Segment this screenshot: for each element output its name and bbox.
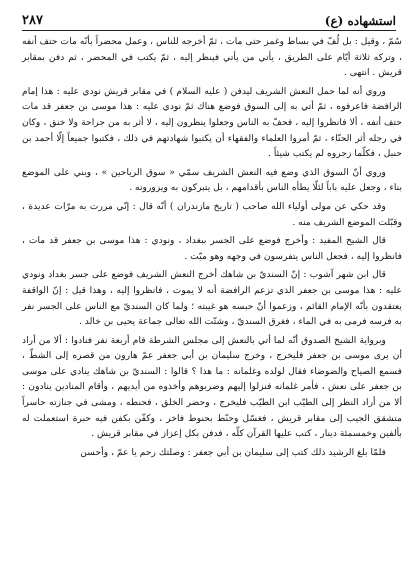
paragraph: قال ابن شهر آشوب : إنّ السنديّ بن شاهك أخرج النعش الشريف فوضع على جسر بغداد ونودي عليه : هذا موسى بن جعفر الذي تزعم الرافضة أنه لا يموت ، فانظروا إليه ، وهذا قيل : إنّ الواقفة يعتقدون بأنّه الإمام القائم ، وزعموا أنّ حبسه هو غيبته ؛ ولما كان السنديّ مع الناس على الجسر نفر به فرسه فرمى به في الماء ، فغرق السنديّ ، وشتّت الله تعالى جماعة يحيى بن خالد . bbox=[22, 269, 402, 328]
page-header bbox=[22, 6, 396, 28]
paragraph: وقد حكي عن مولى أولياء الله صاحب ( تاريخ مازندران ) أنّه قال : إنّي مررت به مرّات عديدة ، وقبّلت الموضع الشريف منه . bbox=[22, 200, 402, 228]
paragraph: سُمّ ، وقيل : بل لُفّ في بساط وغمز حتى مات ، ثمّ أخرجه للناس ، وعمل محضراً بأنّه مات حتف أنفه ، وتركه ثلاثة أيّام على الطريق ، يأتي من يأتي فينظر إليه ، ثمّ يكتب في المحضر ، ثم دفن بمقابر قريش . انتهى . bbox=[22, 36, 402, 79]
paragraph: وروي أنّ السوق الذي وضع فيه النعش الشريف سمّي « سوق الرياحين » ، وبني على الموضع بناء ، وجعل عليه باباً لئلّا يطأه الناس بأقدامهم ، بل يتبركون به ويزورونه . bbox=[22, 166, 402, 194]
paragraph: قال الشيخ المفيد : وأخرج فوضع على الجسر ببغداد ، ونودي : هذا موسى بن جعفر قد مات ، فانظروا إليه ، فجعل الناس يتفرسون في وجهه وهو ميّت . bbox=[22, 235, 402, 262]
paragraph: وبرواية الشيخ الصدوق أنّه لما أتي بالنعش إلى مجلس الشرطة قام أربعة نفر فنادوا : ألا من أراد أن يرى موسى بن جعفر فليخرج ، وخرج سليمان بن أبي جعفر عمّ هارون من قصره إلى الشطّ ، فسمع الصياح والضوضاء فقال لولده وغلمانه : ما هذا ؟ قالوا : السنديّ بن شاهك ينادي على موسى بن جعفر على نعش ، فأمر غلمانه فنزلوا إليهم وضربوهم وأخذوه من أيديهم ، وأقام المنادين ينادون : ألا من أراد النظر إلى الطيّب ابن الطيّب فليخرج ، وحضر الخلق ، فحنطه ، ومشى في جنازته حاسراً متشقق الجيب إلى مقابر قريش ، فغسّل وحنّط بحنوط فاخر ، وكفّن بكفن فيه حبرة استعملت له بألفين وخمسمئة دينار ، كتب عليها القرآن كلّه ، فدفن بكل إعزاز في مقابر قريش . bbox=[22, 334, 402, 440]
paragraph: فلمّا بلغ الرشيد ذلك كتب إلى سليمان بن أبي جعفر : وصلتك رحم يا عمّ ، وأحسن bbox=[80, 446, 386, 458]
page-number: ٢٨٧ bbox=[22, 13, 43, 28]
running-title: استشهاده (ع) bbox=[324, 14, 396, 28]
body-text bbox=[22, 34, 402, 463]
paragraph: وروي أنه لما حمل النعش الشريف ليدفن ( عليه السلام ) في مقابر قريش نودي عليه : هذا إمام الرافضة فاعرفوه ، ثمّ أتي به إلى السوق فوضع هناك ثمّ نودي عليه : هذا موسى بن جعفر قد مات حتف أنفه ، ألا فانظروا إليه ، فحفّ به الناس وجعلوا ينظرون إليه ، لا أثر به من جراحة ولا خنق ، وكان في رجله أثر الحنّاء ، ثمّ أمروا العلماء والفقهاء أن يكتبوا شهادتهم في ذلك ، فكتبوا جميعاً إلّا أحمد بن حنبل ، فكلّما زجروه لم يكتب شيئاً . bbox=[22, 85, 402, 160]
header-rule bbox=[22, 30, 396, 31]
